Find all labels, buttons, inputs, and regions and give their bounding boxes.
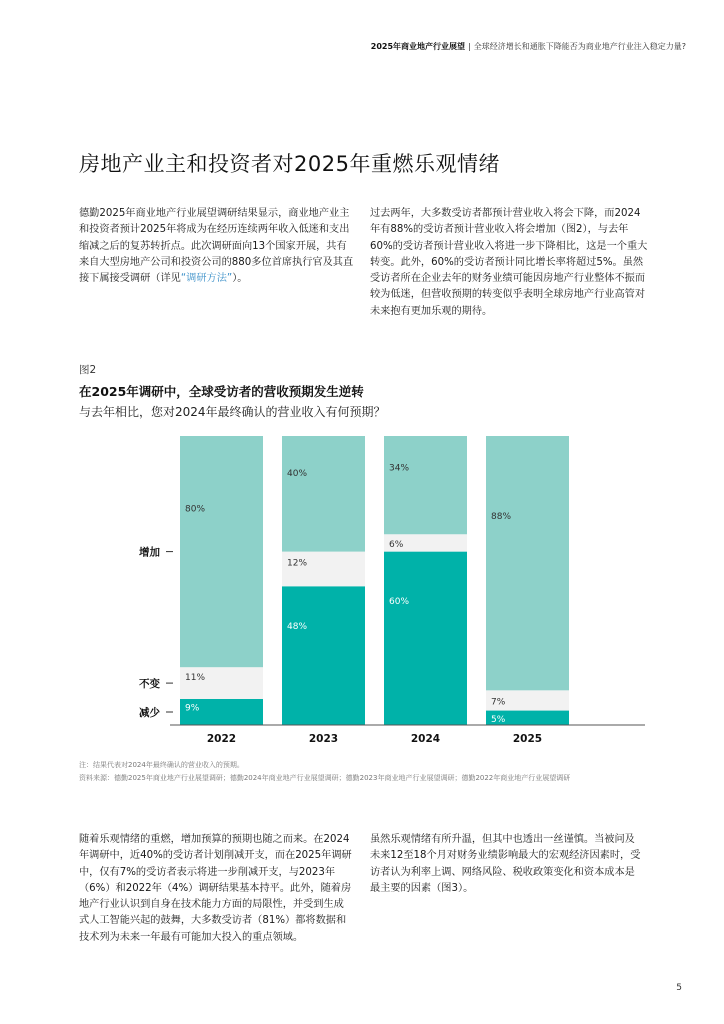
legend-label: 不变 (139, 678, 160, 691)
figure-question: 与去年相比，您对2024年最终确认的营业收入有何预期？ (79, 405, 386, 419)
bar-value-label: 5% (491, 715, 506, 725)
page-title: 房地产业主和投资者对2025年重燃乐观情绪 (79, 152, 500, 176)
bar-value-label: 60% (389, 597, 410, 608)
legend-label: 减少 (139, 706, 160, 719)
bar-segment (282, 436, 365, 552)
bar-segment (180, 436, 263, 667)
body-paragraph-left: 随着乐观情绪的重燃，增加预算的预期也随之而来。在2024年调研中，近40%的受访者计划削减开支，而在2025年调研中，仅有7%的受访者表示将进一步削减开支，与2023年（6%）和2022年（4%）调研结果基本持平。此外，随着房地产行业认识到自身在技术能力方面的局限性，并受到生成式人工智能兴起的鼓舞，大多数受访者（81%）都将数据和技术列为未来一年最有可能加大投入的重点领域。 (79, 834, 352, 943)
bar-value-label: 80% (185, 504, 206, 515)
bar-segment (384, 552, 467, 725)
header-report-title: 2025年商业地产行业展望 (370, 42, 466, 51)
bar-value-label: 7% (491, 697, 506, 708)
x-tick-label: 2025 (512, 733, 543, 745)
x-tick-label: 2023 (308, 733, 339, 745)
methodology-link[interactable]: “调研方法” (180, 273, 233, 285)
bar-value-label: 88% (491, 511, 512, 522)
bar-value-label: 12% (287, 558, 308, 569)
body-paragraph-right: 虽然乐观情绪有所升温，但其中也透出一丝谨慎。当被问及未来12至18个月对财务业绩影响最大的宏观经济因素时，受访者认为利率上调、网络风险、税收政策变化和资本成本是最主要的因素（图3）。 (370, 834, 641, 894)
bar-segment (282, 586, 365, 725)
chart-source: 资料来源：德勤2025年商业地产行业展望调研；德勤2024年商业地产行业展望调研；德勤2023年商业地产行业展望调研；德勤2022年商业地产行业展望调研 (79, 774, 571, 782)
bar-value-label: 11% (185, 673, 206, 684)
x-tick-label: 2024 (410, 733, 441, 745)
header-subtitle: 全球经济增长和通胀下降能否为商业地产行业注入稳定力量? (473, 42, 686, 51)
bar-value-label: 34% (389, 463, 410, 474)
bar-segment (486, 436, 569, 690)
page-number: 5 (676, 983, 682, 993)
bar-value-label: 48% (287, 622, 308, 633)
x-tick-label: 2022 (206, 733, 237, 745)
intro-left-text: 德勤2025年商业地产行业展望调研结果显示，商业地产业主和投资者预计2025年将成为在经历连续两年收入低迷和支出缩减之后的复苏转折点。此次调研面向13个国家开展，共有来自大型房地产公司和投资公司的880多位首席执行官及其直接下属接受调研（详见 (79, 208, 354, 285)
figure-label: 图2 (79, 364, 97, 376)
legend-label: 增加 (139, 546, 160, 559)
bar-value-label: 6% (389, 539, 404, 550)
intro-left-tail: ）。 (232, 273, 248, 285)
bar-segment (384, 436, 467, 534)
bar-segment (282, 552, 365, 587)
bar-value-label: 40% (287, 468, 308, 479)
chart-note: 注：结果代表对2024年最终确认的营业收入的预期。 (79, 761, 244, 769)
intro-paragraph-right: 过去两年，大多数受访者都预计营业收入将会下降，而2024年有88%的受访者预计营业收入将会增加（图2），与去年60%的受访者预计营业收入将进一步下降相比，这是一个重大转变。此外，60%的受访者预计同比增长率将超过5%。虽然受访者所在企业去年的财务业绩可能因房地产行业整体不振而较为低迷，但营收预期的转变似乎表明全球房地产行业高管对未来抱有更加乐观的期待。 (370, 208, 648, 317)
figure-title: 在2025年调研中，全球受访者的营收预期发生逆转 (79, 384, 364, 399)
header-separator: | (468, 42, 471, 51)
bar-value-label: 9% (185, 703, 200, 714)
